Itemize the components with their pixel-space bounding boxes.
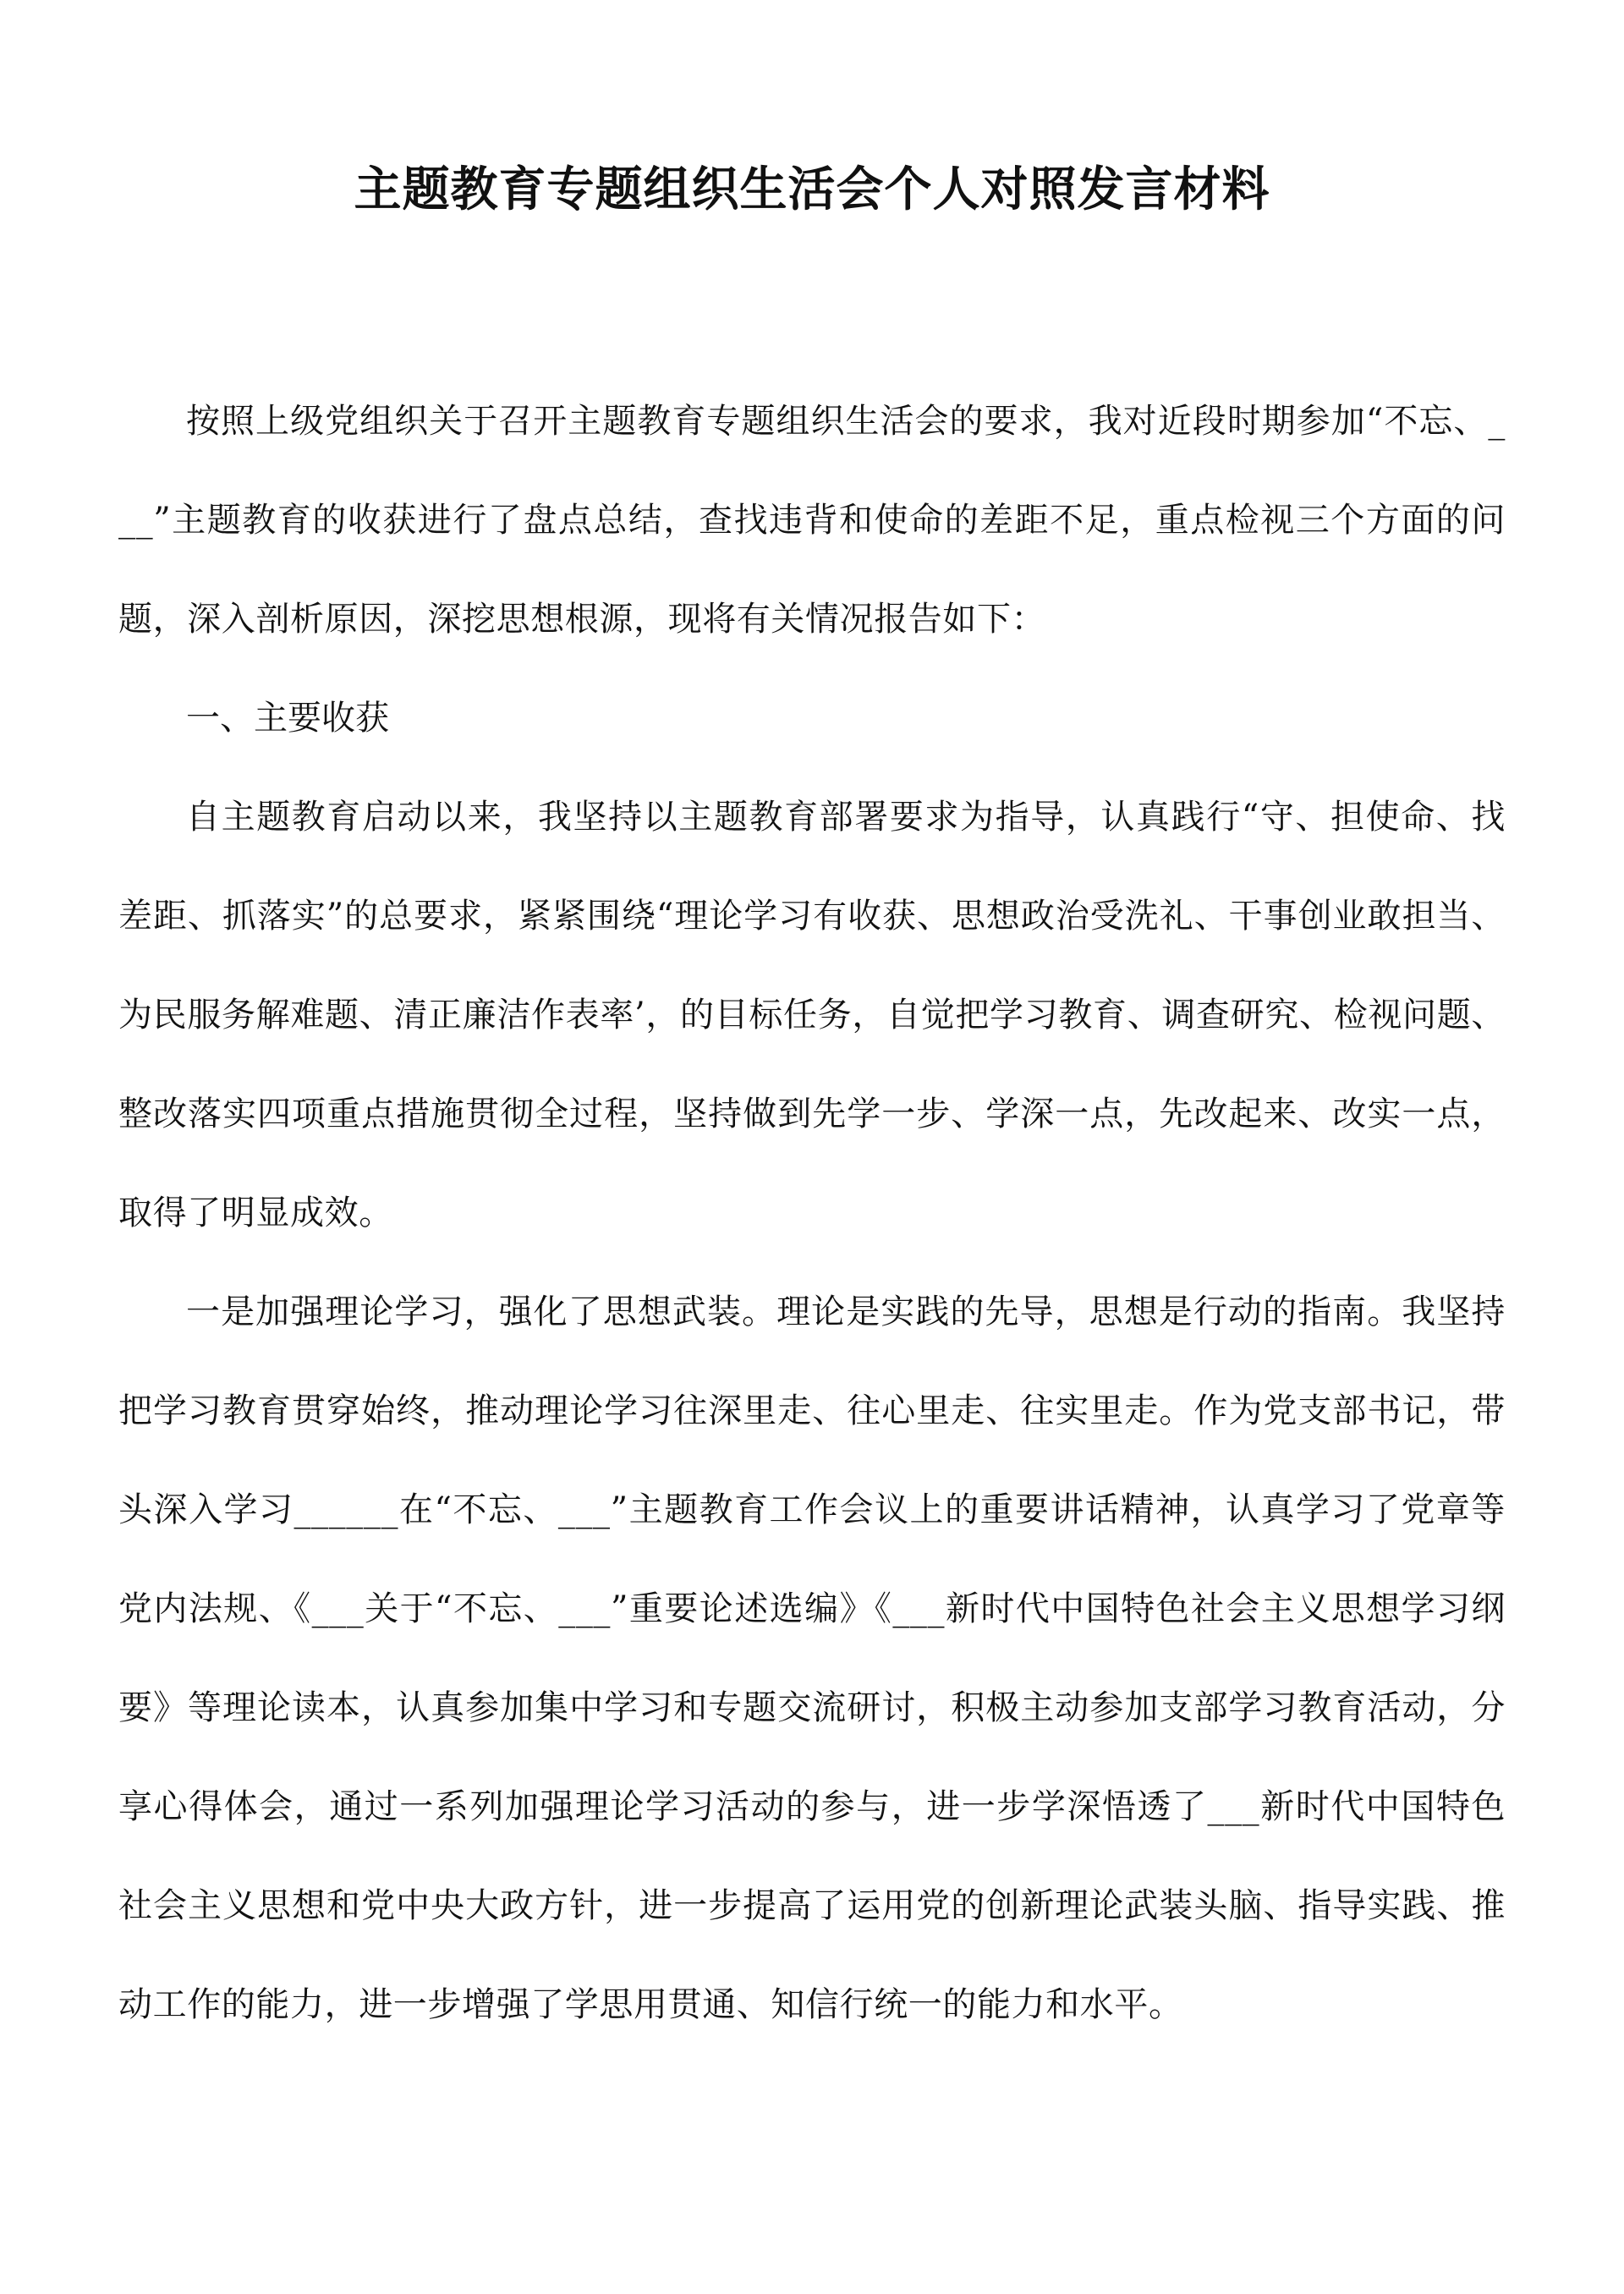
theory-study-paragraph: 一是加强理论学习，强化了思想武装。理论是实践的先导，思想是行动的指南。我坚持把学习教育贯穿始终，推动理论学习往深里走、往心里走、往实里走。作为党支部书记，带头深入学习______在“不忘、___”主题教育工作会议上的重要讲话精神，认真学习了党章等党内法规、《___关于“不忘、___”重要论述选编》《___新时代中国特色社会主义思想学习纲要》等理论读本，认真参加集中学习和专题交流研讨，积极主动参加支部学习教育活动，分享心得体会，通过一系列加强理论学习活动的参与，进一步学深悟透了___新时代中国特色社会主义思想和党中央大政方针，进一步提高了运用党的创新理论武装头脑、指导实践、推动工作的能力，进一步增强了学思用贯通、知信行统一的能力和水平。 [118,1292,1506,2024]
document-body [118,372,1506,2055]
gains-overview-paragraph: 自主题教育启动以来，我坚持以主题教育部署要求为指导，认真践行“守、担使命、找差距、抓落实”的总要求，紧紧围绕“理论学习有收获、思想政治受洗礼、干事创业敢担当、为民服务解难题、清正廉洁作表率’，的目标任务，自觉把学习教育、调查研究、检视问题、整改落实四项重点措施贯彻全过程，坚持做到先学一步、学深一点，先改起来、改实一点，取得了明显成效。 [118,798,1506,1232]
document-title: 主题教育专题组织生活会个人对照发言材料 [354,162,1270,217]
section-heading-main-gains: 一、主要收获 [186,699,389,738]
intro-paragraph: 按照上级党组织关于召开主题教育专题组织生活会的要求，我对近段时期参加“不忘、___”主题教育的收获进行了盘点总结，查找违背和使命的差距不足，重点检视三个方面的问题，深入剖析原因，深挖思想根源，现将有关情况报告如下： [118,402,1506,639]
